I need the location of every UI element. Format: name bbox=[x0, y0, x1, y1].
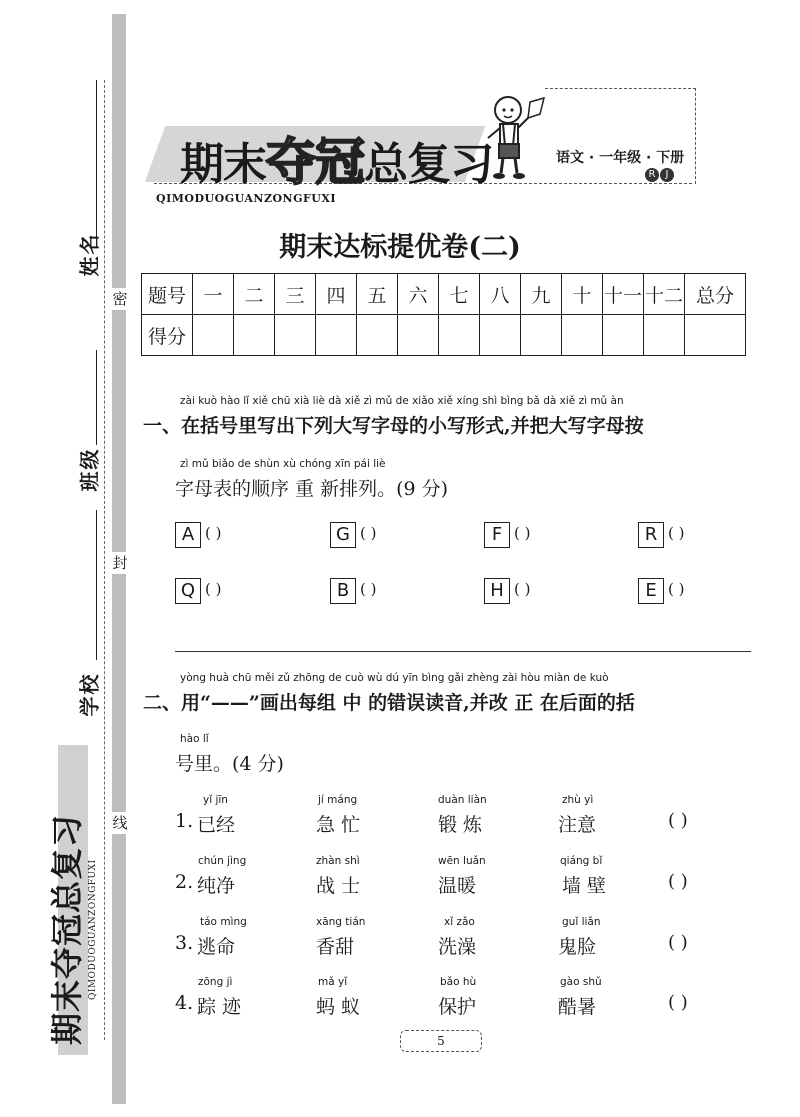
word-pinyin[interactable]: xǐ zǎo bbox=[444, 916, 475, 928]
score-col-header: 十一 bbox=[603, 274, 644, 315]
word: 香甜 bbox=[316, 936, 355, 958]
side-logo-pinyin: QIMODUOGUANZONGFUXI bbox=[88, 859, 98, 1000]
word-pinyin[interactable]: duàn liàn bbox=[438, 794, 487, 806]
word-pinyin[interactable]: wēn luǎn bbox=[438, 855, 486, 867]
side-logo: 期末夺冠总复习 bbox=[48, 813, 86, 1045]
grade-label: 语文 · 一年级 · 下册 bbox=[556, 150, 685, 166]
letter-box: G bbox=[330, 522, 356, 548]
score-cell[interactable] bbox=[480, 315, 521, 356]
boy-mascot-icon bbox=[478, 88, 548, 183]
score-col-header: 六 bbox=[398, 274, 439, 315]
page-number: 5 bbox=[400, 1030, 482, 1052]
edition-badge-r: R bbox=[645, 168, 659, 182]
seal-char-xian: 线 bbox=[108, 812, 132, 834]
q1-pinyin-line1: zài kuò hào lǐ xiě chū xià liè dà xiě zì mǔ de xiǎo xiě xíng shì bìng bǎ dà xiě zì mǔ àn bbox=[180, 395, 624, 407]
word: 踪 迹 bbox=[197, 996, 242, 1018]
q2-pinyin-line2: hào lǐ bbox=[180, 733, 209, 745]
series-pinyin: QIMODUOGUANZONGFUXI bbox=[156, 192, 337, 205]
word-pinyin[interactable]: guǐ liǎn bbox=[562, 916, 601, 928]
word: 墙 壁 bbox=[562, 875, 607, 897]
word: 锻 炼 bbox=[438, 814, 483, 836]
score-table-row-label: 得分 bbox=[142, 315, 193, 356]
q1-instruction-line1: 一、在括号里写出下列大写字母的小写形式,并把大写字母按 bbox=[143, 415, 644, 437]
word-pinyin[interactable]: yǐ jīn bbox=[203, 794, 228, 806]
score-cell[interactable] bbox=[603, 315, 644, 356]
answer-paren[interactable]: ( ) bbox=[668, 524, 685, 542]
word: 逃命 bbox=[197, 936, 236, 958]
q1-instruction-line2: 字母表的顺序 重 新排列。(9 分) bbox=[175, 478, 449, 500]
q2-instruction-line2: 号里。(4 分) bbox=[175, 753, 284, 775]
score-cell[interactable] bbox=[193, 315, 234, 356]
correction-paren[interactable]: ( ) bbox=[668, 932, 688, 953]
q2-pinyin-line1: yòng huà chū měi zǔ zhōng de cuò wù dú yīn bìng gǎi zhèng zài hòu miàn de kuò bbox=[180, 672, 609, 684]
score-col-header: 十二 bbox=[644, 274, 685, 315]
answer-paren[interactable]: ( ) bbox=[514, 524, 531, 542]
word: 酷暑 bbox=[558, 996, 597, 1018]
exam-title: 期末达标提优卷(二) bbox=[279, 232, 521, 263]
edition-badge-j: J bbox=[660, 168, 674, 182]
seal-char-feng: 封 bbox=[108, 552, 132, 574]
word-pinyin[interactable]: zōng jì bbox=[198, 976, 233, 988]
word-pinyin[interactable]: xāng tián bbox=[316, 916, 366, 928]
word: 鬼脸 bbox=[558, 936, 597, 958]
word: 纯净 bbox=[197, 875, 236, 897]
score-cell[interactable] bbox=[234, 315, 275, 356]
score-cell[interactable] bbox=[562, 315, 603, 356]
class-label: 班级 bbox=[77, 447, 102, 492]
score-col-header: 十 bbox=[562, 274, 603, 315]
score-cell[interactable] bbox=[357, 315, 398, 356]
word-pinyin[interactable]: chún jìng bbox=[198, 855, 247, 867]
score-cell[interactable] bbox=[439, 315, 480, 356]
score-col-header: 一 bbox=[193, 274, 234, 315]
score-cell[interactable] bbox=[275, 315, 316, 356]
score-col-header: 七 bbox=[439, 274, 480, 315]
row-number: 2. bbox=[175, 871, 194, 893]
correction-paren[interactable]: ( ) bbox=[668, 871, 688, 892]
score-cell[interactable] bbox=[316, 315, 357, 356]
score-cell[interactable] bbox=[644, 315, 685, 356]
word: 洗澡 bbox=[438, 936, 477, 958]
word: 已经 bbox=[197, 814, 236, 836]
class-write-line[interactable] bbox=[96, 350, 97, 445]
letter-box: Q bbox=[175, 578, 201, 604]
answer-paren[interactable]: ( ) bbox=[205, 524, 222, 542]
name-label: 姓名 bbox=[77, 232, 102, 277]
word: 保护 bbox=[438, 996, 477, 1018]
letter-box: A bbox=[175, 522, 201, 548]
word: 注意 bbox=[558, 814, 597, 836]
score-col-header: 五 bbox=[357, 274, 398, 315]
answer-paren[interactable]: ( ) bbox=[360, 580, 377, 598]
word-pinyin[interactable]: jí máng bbox=[318, 794, 358, 806]
answer-paren[interactable]: ( ) bbox=[514, 580, 531, 598]
series-title-part2: 夺冠 bbox=[266, 133, 364, 191]
word: 急 忙 bbox=[316, 814, 361, 836]
q2-instruction-line1: 二、用“——”画出每组 中 的错误读音,并改 正 在后面的括 bbox=[143, 692, 635, 714]
word: 蚂 蚁 bbox=[316, 996, 361, 1018]
answer-paren[interactable]: ( ) bbox=[360, 524, 377, 542]
word-pinyin[interactable]: bǎo hù bbox=[440, 976, 477, 988]
name-write-line[interactable] bbox=[96, 80, 97, 240]
row-number: 1. bbox=[175, 810, 194, 832]
word-pinyin[interactable]: táo mìng bbox=[200, 916, 247, 928]
answer-write-line[interactable] bbox=[175, 651, 751, 652]
q1-pinyin-line2: zì mǔ biǎo de shùn xù chóng xīn pái liè bbox=[180, 458, 386, 470]
series-title-part3: 总复习 bbox=[364, 139, 493, 190]
letter-box: E bbox=[638, 578, 664, 604]
answer-paren[interactable]: ( ) bbox=[668, 580, 685, 598]
score-col-header: 四 bbox=[316, 274, 357, 315]
row-number: 4. bbox=[175, 992, 194, 1014]
word: 温暖 bbox=[438, 875, 477, 897]
correction-paren[interactable]: ( ) bbox=[668, 810, 688, 831]
score-table-header-row bbox=[142, 274, 746, 315]
word-pinyin[interactable]: zhàn shì bbox=[316, 855, 360, 867]
row-number: 3. bbox=[175, 932, 194, 954]
letter-box: B bbox=[330, 578, 356, 604]
word-pinyin[interactable]: qiáng bǐ bbox=[560, 855, 603, 867]
score-table-score-row bbox=[142, 315, 746, 356]
word-pinyin[interactable]: gào shǔ bbox=[560, 976, 602, 988]
word: 战 士 bbox=[316, 875, 361, 897]
score-col-header-total: 总分 bbox=[685, 274, 746, 315]
score-col-header: 二 bbox=[234, 274, 275, 315]
series-title bbox=[180, 122, 493, 194]
word-pinyin[interactable]: zhù yì bbox=[562, 794, 594, 806]
score-col-header: 九 bbox=[521, 274, 562, 315]
score-cell[interactable] bbox=[398, 315, 439, 356]
letter-box: F bbox=[484, 522, 510, 548]
score-table bbox=[141, 273, 746, 356]
answer-paren[interactable]: ( ) bbox=[205, 580, 222, 598]
score-cell-total[interactable] bbox=[685, 315, 746, 356]
series-title-part1: 期末 bbox=[180, 139, 266, 190]
seal-char-mi: 密 bbox=[108, 288, 132, 310]
letter-box: H bbox=[484, 578, 510, 604]
letter-box: R bbox=[638, 522, 664, 548]
cut-line bbox=[104, 80, 105, 1040]
school-label: 学校 bbox=[77, 672, 102, 717]
score-col-header: 八 bbox=[480, 274, 521, 315]
score-cell[interactable] bbox=[521, 315, 562, 356]
school-write-line[interactable] bbox=[96, 510, 97, 660]
score-col-header: 三 bbox=[275, 274, 316, 315]
correction-paren[interactable]: ( ) bbox=[668, 992, 688, 1013]
word-pinyin[interactable]: mǎ yǐ bbox=[318, 976, 348, 988]
header-dashed-frame bbox=[545, 88, 696, 184]
score-table-row-label: 题号 bbox=[142, 274, 193, 315]
